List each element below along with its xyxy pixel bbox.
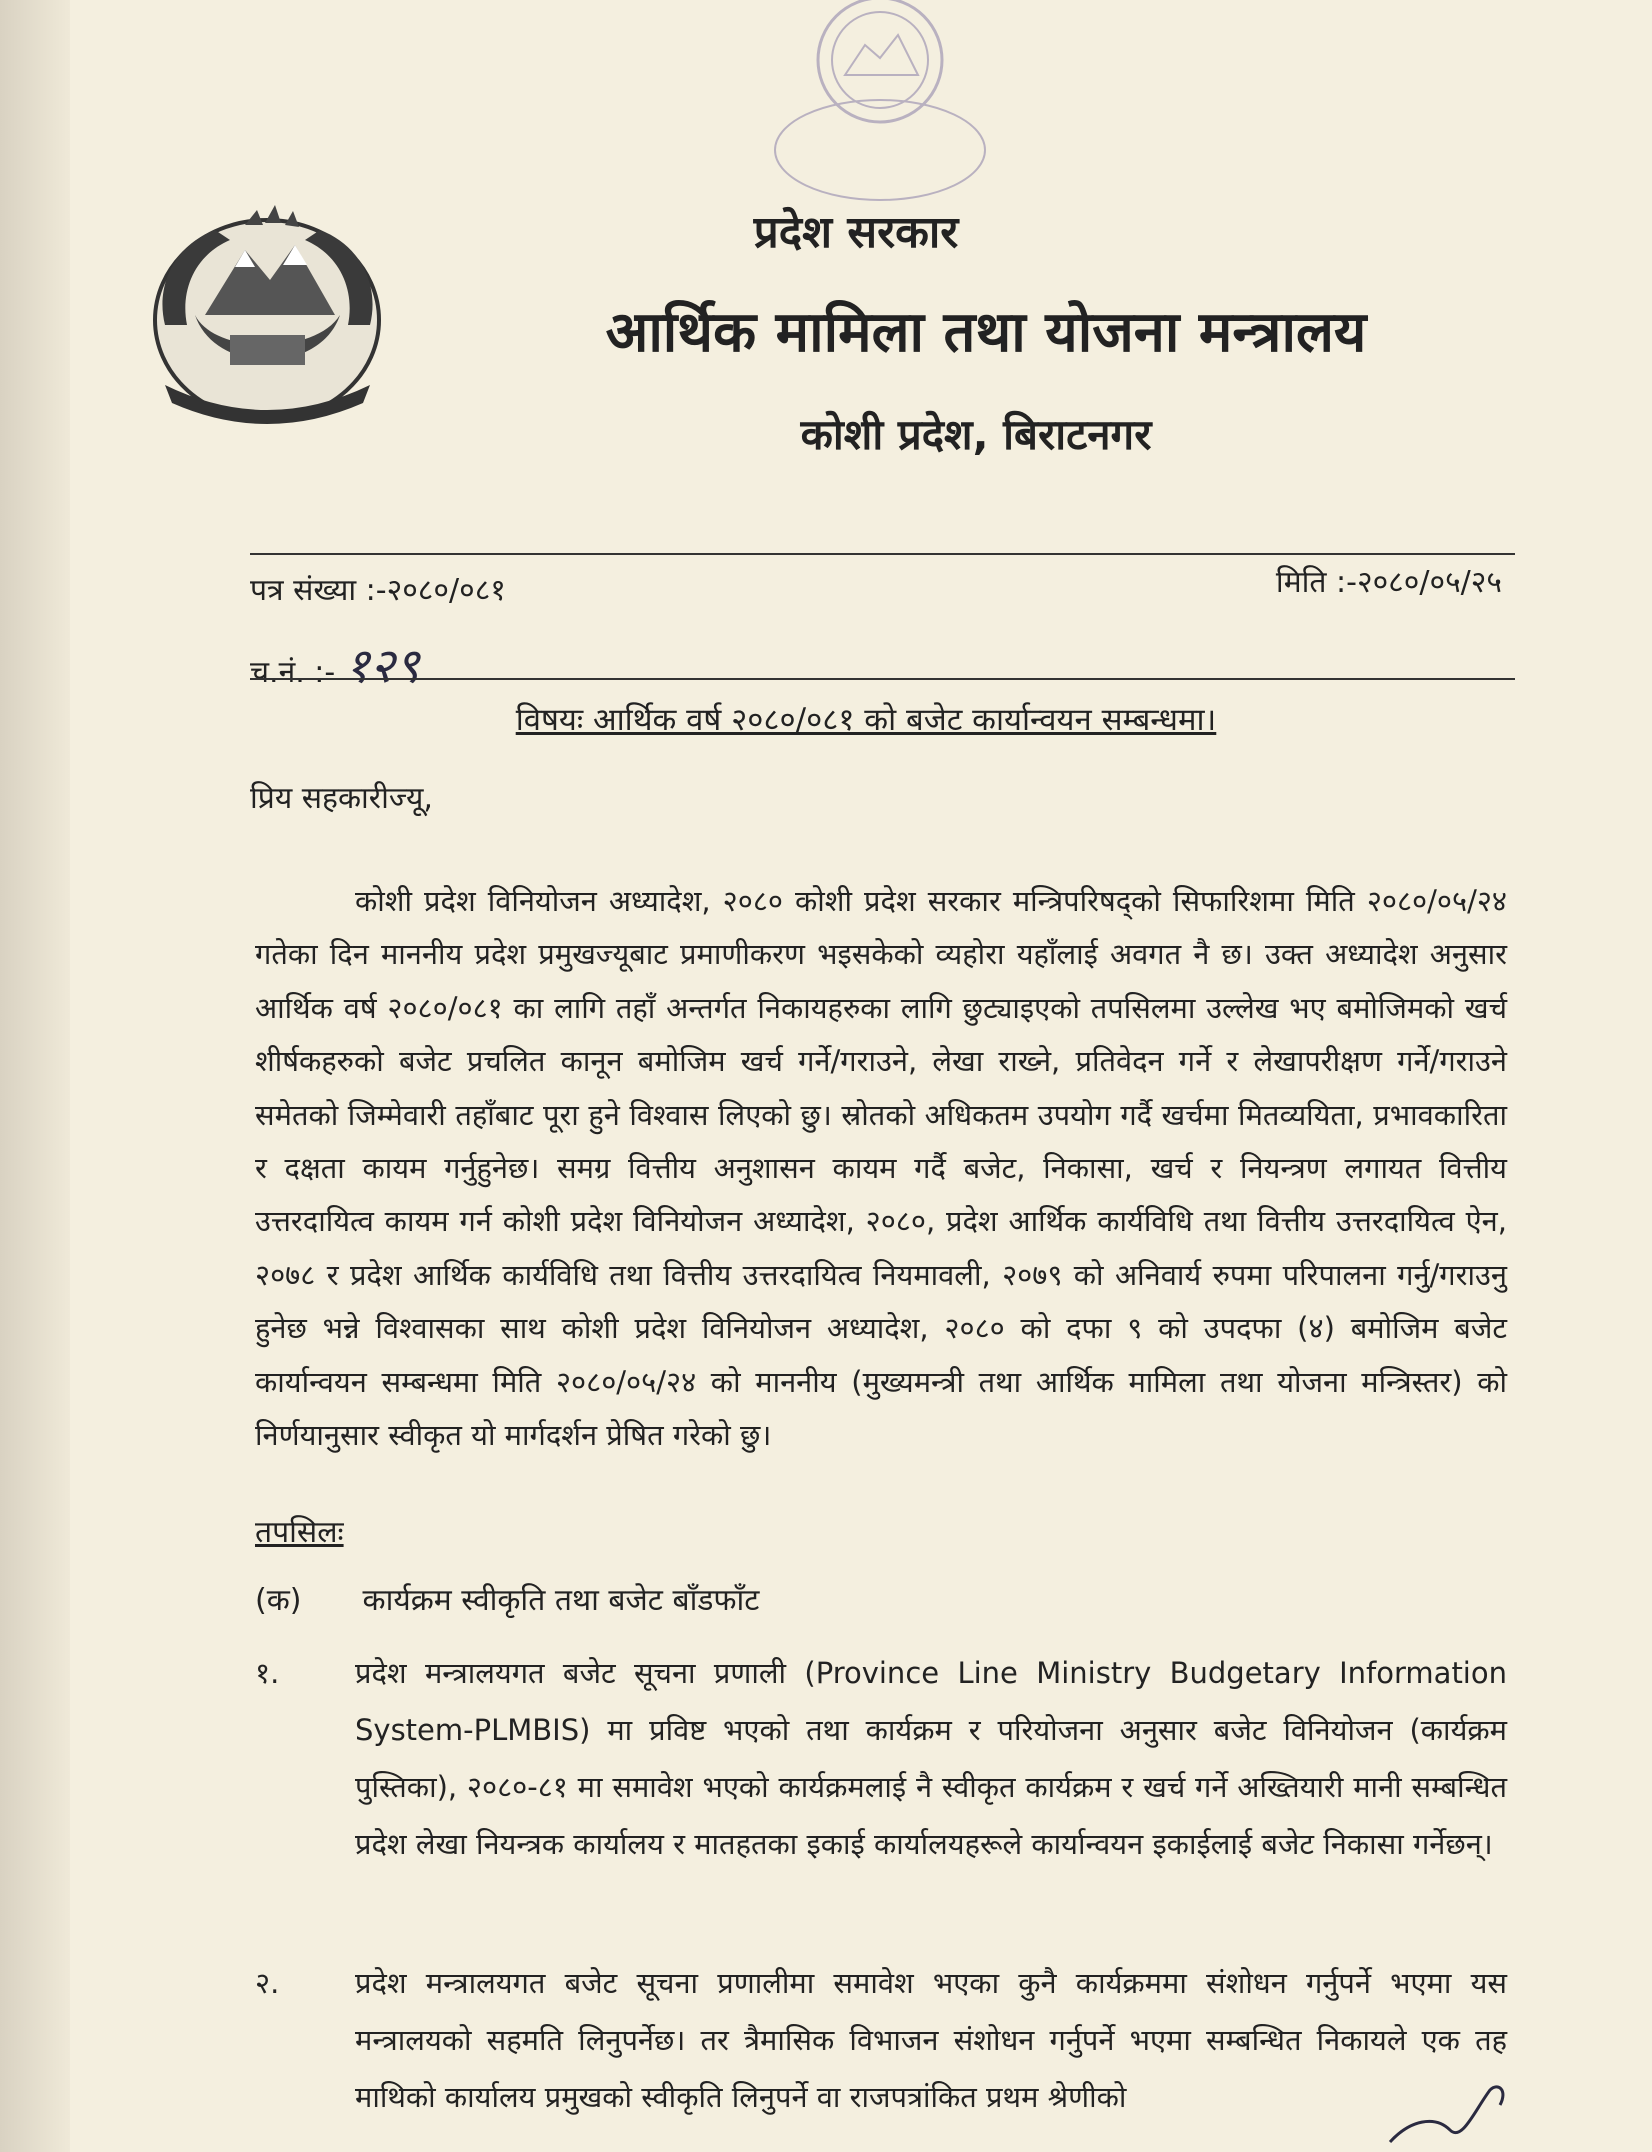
- greeting: प्रिय सहकारीज्यू,: [250, 781, 433, 816]
- reference-number: पत्र संख्या :-२०८०/०८१: [250, 573, 506, 608]
- dispatch-label: च.नं. :-: [250, 655, 336, 690]
- letter-date: मिति :-२०८०/०५/२५: [1275, 565, 1502, 600]
- header-rule: [250, 553, 1515, 555]
- list-item-text: प्रदेश मन्त्रालयगत बजेट सूचना प्रणाली (Province Line Ministry Budgetary Information System-PLMBIS) मा प्रविष्ट भएको तथा कार्यक्रम र परियोजना अनुसार बजेट विनियोजन (कार्यक्रम पुस्तिका), २०८०-८१ मा समावेश भएको कार्यक्रमलाई नै स्वीकृत कार्यक्रम र खर्च गर्ने अख्तियारी मानी सम्बन्धित प्रदेश लेखा नियन्त्रक कार्यालय र मातहतका इकाई कार्यालयहरूले कार्यान्वयन इकाईलाई बजेट निकासा गर्नेछन्।: [355, 1656, 1507, 1861]
- section-k-title: कार्यक्रम स्वीकृति तथा बजेट बाँडफाँट: [362, 1583, 760, 1618]
- section-k-heading: [255, 1578, 759, 1619]
- letterhead-government: प्रदेश सरकार: [753, 207, 959, 258]
- list-item: [255, 1645, 1507, 1873]
- section-k-mark: (क): [255, 1583, 302, 1618]
- dispatch-value-handwritten: १२९: [344, 638, 420, 694]
- annex-heading: तपसिलः: [255, 1515, 344, 1550]
- list-item: [255, 1955, 1507, 2126]
- meta-rule: [250, 678, 1515, 680]
- list-item-number: १.: [255, 1656, 280, 1690]
- body-paragraph: कोशी प्रदेश विनियोजन अध्यादेश, २०८० कोशी प्रदेश सरकार मन्त्रिपरिषद्को सिफारिशमा मिति २०८०/०५/२४ गतेका दिन माननीय प्रदेश प्रमुखज्यूबाट प्रमाणीकरण भइसकेको व्यहोरा यहाँलाई अवगत नै छ। उक्त अध्यादेश अनुसार आर्थिक वर्ष २०८०/०८१ का लागि तहाँ अन्तर्गत निकायहरुका लागि छुट्याइएको तपसिलमा उल्लेख भए बमोजिमको खर्च शीर्षकहरुको बजेट प्रचलित कानून बमोजिम खर्च गर्ने/गराउने, लेखा राख्ने, प्रतिवेदन गर्ने र लेखापरीक्षण गर्ने/गराउने समेतको जिम्मेवारी तहाँबाट पूरा हुने विश्वास लिएको छु। स्रोतको अधिकतम उपयोग गर्दै खर्चमा मितव्ययिता, प्रभावकारिता र दक्षता कायम गर्नुहुनेछ। समग्र वित्तीय अनुशासन कायम गर्दै बजेट, निकासा, खर्च र नियन्त्रण लगायत वित्तीय उत्तरदायित्व कायम गर्न कोशी प्रदेश विनियोजन अध्यादेश, २०८०, प्रदेश आर्थिक कार्यविधि तथा वित्तीय उत्तरदायित्व ऐन, २०७८ र प्रदेश आर्थिक कार्यविधि तथा वित्तीय उत्तरदायित्व नियमावली, २०७९ को अनिवार्य रुपमा परिपालना गर्नु/गराउनु हुनेछ भन्ने विश्वासका साथ कोशी प्रदेश विनियोजन अध्यादेश, २०८० को दफा ९ को उपदफा (४) बमोजिम बजेट कार्यान्वयन सम्बन्धमा मिति २०८०/०५/२४ को माननीय (मुख्यमन्त्री तथा आर्थिक मामिला तथा योजना मन्त्रिस्तर) को निर्णयानुसार स्वीकृत यो मार्गदर्शन प्रेषित गरेको छु।: [255, 884, 1507, 1453]
- office-stamp: [750, 0, 1010, 210]
- letterhead-ministry: आर्थिक मामिला तथा योजना मन्त्रालय: [605, 300, 1367, 365]
- letterhead-location: कोशी प्रदेश, बिराटनगर: [800, 410, 1152, 459]
- dispatch-number: [250, 632, 420, 697]
- subject-line: विषयः आर्थिक वर्ष २०८०/०८१ को बजेट कार्यान्वयन सम्बन्धमा।: [515, 702, 1217, 738]
- list-item-number: २.: [255, 1966, 280, 2000]
- signature-mark: [1380, 2080, 1530, 2152]
- list-item-text: प्रदेश मन्त्रालयगत बजेट सूचना प्रणालीमा समावेश भएका कुनै कार्यक्रममा संशोधन गर्नुपर्ने भएमा यस मन्त्रालयको सहमति लिनुपर्नेछ। तर त्रैमासिक विभाजन संशोधन गर्नुपर्ने भएमा सम्बन्धित निकायले एक तह माथिको कार्यालय प्रमुखको स्वीकृति लिनुपर्ने वा राजपत्रांकित प्रथम श्रेणीको: [355, 1966, 1507, 2114]
